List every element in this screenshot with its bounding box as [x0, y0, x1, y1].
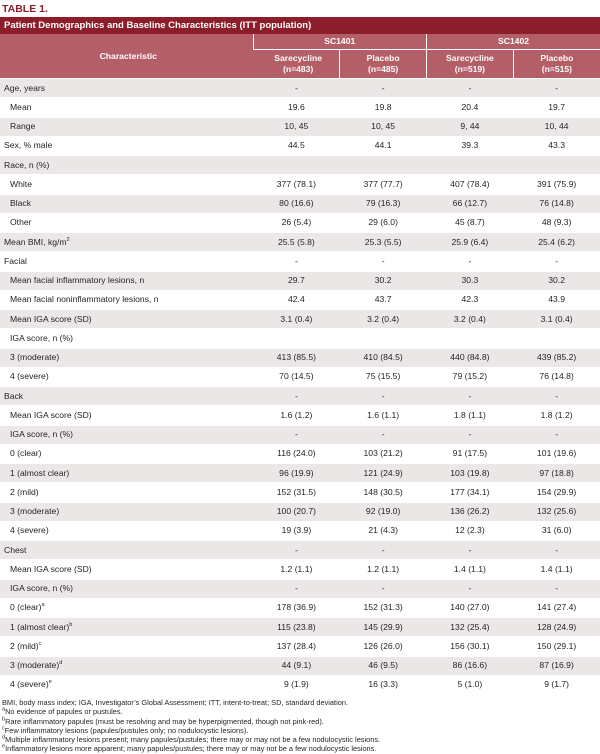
table-cell: 128 (24.9): [513, 618, 600, 637]
table-cell: 136 (26.2): [427, 502, 514, 521]
table-cell: -: [253, 252, 340, 271]
table-cell: [513, 156, 600, 175]
row-label-text: 0 (clear): [10, 448, 42, 458]
footnote-text: Inflammatory lesions more apparent; many papules/pustules; there may or may not be a few nodulocystic lesions.: [5, 744, 376, 753]
table-row: [0, 310, 600, 329]
table-row: [0, 194, 600, 213]
table-cell: -: [253, 541, 340, 560]
row-label-superscript: c: [39, 641, 42, 647]
row-label-text: Chest: [4, 545, 26, 555]
row-label-text: 1 (almost clear): [10, 468, 69, 478]
table-cell: 26 (5.4): [253, 213, 340, 232]
table-cell: -: [427, 541, 514, 560]
table-cell: 96 (19.9): [253, 464, 340, 483]
table-cell: 44.1: [340, 136, 427, 155]
row-label-text: Facial: [4, 256, 27, 266]
table-row: [0, 136, 600, 155]
row-label: [0, 329, 253, 348]
table-row: [0, 560, 600, 579]
row-label-text: 3 (moderate): [10, 352, 59, 362]
table-cell: 152 (31.3): [340, 598, 427, 617]
row-label: [0, 194, 253, 213]
row-label-text: 1 (almost clear): [10, 622, 69, 632]
table-cell: 140 (27.0): [427, 598, 514, 617]
table-cell: 19 (3.9): [253, 521, 340, 540]
row-label-text: IGA score, n (%): [10, 429, 73, 439]
table-cell: 178 (36.9): [253, 598, 340, 617]
table-row: [0, 329, 600, 348]
table-cell: -: [513, 425, 600, 444]
row-label: [0, 502, 253, 521]
table-row: [0, 175, 600, 194]
row-label: [0, 271, 253, 290]
table-cell: 66 (12.7): [427, 194, 514, 213]
table-cell: -: [427, 579, 514, 598]
footnote-text: Multiple inflammatory lesions present; many papules/pustules; there may or may not be a few nodulocystic lesions.: [5, 735, 380, 744]
table-cell: -: [427, 425, 514, 444]
table-row: [0, 483, 600, 502]
table-cell: 25.4 (6.2): [513, 233, 600, 252]
table-cell: 39.3: [427, 136, 514, 155]
row-label-text: Mean facial inflammatory lesions, n: [10, 275, 144, 285]
table-row: [0, 464, 600, 483]
table-cell: 42.4: [253, 290, 340, 309]
table-cell: 141 (27.4): [513, 598, 600, 617]
table-cell: -: [340, 579, 427, 598]
row-label: [0, 387, 253, 406]
table-cell: 19.6: [253, 98, 340, 117]
arm-n: (n=519): [455, 64, 485, 74]
row-label: [0, 136, 253, 155]
table-row: [0, 618, 600, 637]
table-row: [0, 252, 600, 271]
row-label-text: 2 (mild): [10, 641, 39, 651]
abbreviations-note: BMI, body mass index; IGA, Investigator’s Global Assessment; ITT, intent-to-treat; SD, standard deviation.: [2, 698, 598, 707]
row-label: [0, 406, 253, 425]
table-cell: 3.1 (0.4): [253, 310, 340, 329]
table-cell: -: [513, 541, 600, 560]
footnote-mark: e: [2, 744, 5, 750]
table-cell: 103 (19.8): [427, 464, 514, 483]
row-label: [0, 252, 253, 271]
table-cell: 12 (2.3): [427, 521, 514, 540]
arm-header: [513, 50, 600, 79]
table-row: [0, 117, 600, 136]
table-cell: -: [253, 79, 340, 98]
table-row: [0, 541, 600, 560]
row-label-superscript: e: [49, 680, 52, 686]
table-cell: 43.9: [513, 290, 600, 309]
table-cell: -: [253, 579, 340, 598]
table-cell: -: [513, 579, 600, 598]
footnote-mark: a: [2, 707, 5, 713]
footnote-text: No evidence of papules or pustules.: [5, 707, 123, 716]
table-cell: -: [427, 79, 514, 98]
table-row: [0, 502, 600, 521]
row-label: [0, 675, 253, 694]
row-label: [0, 233, 253, 252]
arm-header: [253, 50, 340, 79]
row-label-text: Back: [4, 391, 23, 401]
table-cell: 115 (23.8): [253, 618, 340, 637]
table-cell: 79 (15.2): [427, 367, 514, 386]
row-label: [0, 541, 253, 560]
table-cell: -: [513, 79, 600, 98]
table-cell: 43.7: [340, 290, 427, 309]
row-label-text: White: [10, 179, 32, 189]
table-cell: 9 (1.9): [253, 675, 340, 694]
row-label: [0, 618, 253, 637]
table-cell: -: [513, 387, 600, 406]
table-cell: 407 (78.4): [427, 175, 514, 194]
row-label: [0, 98, 253, 117]
row-label: [0, 156, 253, 175]
table-cell: 70 (14.5): [253, 367, 340, 386]
table-cell: 103 (21.2): [340, 444, 427, 463]
arm-n: (n=485): [368, 64, 398, 74]
row-label-text: 2 (mild): [10, 487, 39, 497]
table-cell: 91 (17.5): [427, 444, 514, 463]
footnote-text: Few inflammatory lesions (papules/pustules only; no nodulocystic lesions).: [5, 726, 249, 735]
table-cell: 410 (84.5): [340, 348, 427, 367]
table-cell: 29 (6.0): [340, 213, 427, 232]
table-row: [0, 98, 600, 117]
group-header-sc1402: SC1402: [427, 34, 600, 50]
table-cell: 101 (19.6): [513, 444, 600, 463]
row-label: [0, 483, 253, 502]
arm-n: (n=483): [283, 64, 313, 74]
row-label: [0, 560, 253, 579]
table-cell: 16 (3.3): [340, 675, 427, 694]
row-label: [0, 521, 253, 540]
row-label-text: Mean IGA score (SD): [10, 410, 92, 420]
table-row: [0, 348, 600, 367]
table-row: [0, 233, 600, 252]
footnote-mark: c: [2, 725, 5, 731]
group-header-sc1401: SC1401: [253, 34, 427, 50]
table-cell: 132 (25.6): [513, 502, 600, 521]
row-label: [0, 656, 253, 675]
table-cell: 1.4 (1.1): [513, 560, 600, 579]
row-label: [0, 117, 253, 136]
row-label: [0, 310, 253, 329]
table-row: [0, 367, 600, 386]
table-cell: 25.5 (5.8): [253, 233, 340, 252]
table-label: TABLE 1.: [0, 0, 600, 15]
row-label-text: Other: [10, 217, 32, 227]
table-cell: 152 (31.5): [253, 483, 340, 502]
table-cell: 156 (30.1): [427, 637, 514, 656]
arm-name: Placebo: [540, 53, 573, 63]
footnote: [2, 707, 598, 716]
arm-name: Sarecycline: [274, 53, 322, 63]
table-cell: 121 (24.9): [340, 464, 427, 483]
table-cell: [513, 329, 600, 348]
table-cell: -: [340, 541, 427, 560]
table-cell: 5 (1.0): [427, 675, 514, 694]
table-body: [0, 79, 600, 695]
arm-header: [427, 50, 514, 79]
table-cell: 440 (84.8): [427, 348, 514, 367]
table-cell: -: [340, 252, 427, 271]
table-cell: 100 (20.7): [253, 502, 340, 521]
table-cell: 132 (25.4): [427, 618, 514, 637]
table-cell: 126 (26.0): [340, 637, 427, 656]
table-cell: 31 (6.0): [513, 521, 600, 540]
table-row: [0, 579, 600, 598]
table-cell: 177 (34.1): [427, 483, 514, 502]
row-label: [0, 444, 253, 463]
table-title: Patient Demographics and Baseline Characteristics (ITT population): [0, 17, 600, 34]
table-cell: 87 (16.9): [513, 656, 600, 675]
demographics-table: [0, 34, 600, 694]
table-cell: 148 (30.5): [340, 483, 427, 502]
row-label: [0, 464, 253, 483]
table-cell: 1.2 (1.1): [253, 560, 340, 579]
table-cell: 21 (4.3): [340, 521, 427, 540]
table-row: [0, 521, 600, 540]
table-cell: 145 (29.9): [340, 618, 427, 637]
row-label-superscript: 2: [67, 237, 70, 243]
table-cell: 3.1 (0.4): [513, 310, 600, 329]
row-label-text: 3 (moderate): [10, 506, 59, 516]
table-cell: 44 (9.1): [253, 656, 340, 675]
footnote-text: Rare inflammatory papules (must be resolving and may be hyperpigmented, though not pink-red).: [5, 717, 324, 726]
row-label-text: 4 (severe): [10, 371, 49, 381]
row-label-superscript: a: [42, 603, 45, 609]
footnote: [2, 744, 598, 753]
table-cell: -: [253, 425, 340, 444]
table-cell: 154 (29.9): [513, 483, 600, 502]
table-cell: -: [340, 79, 427, 98]
row-label: [0, 79, 253, 98]
row-label-text: Mean BMI, kg/m: [4, 237, 67, 247]
row-label-text: Range: [10, 121, 35, 131]
table-cell: 44.5: [253, 136, 340, 155]
row-label: [0, 175, 253, 194]
table-cell: [340, 329, 427, 348]
table-cell: 1.2 (1.1): [340, 560, 427, 579]
table-row: [0, 675, 600, 694]
table-row: [0, 79, 600, 98]
arm-name: Placebo: [367, 53, 400, 63]
table-cell: 75 (15.5): [340, 367, 427, 386]
table-cell: 30.2: [340, 271, 427, 290]
table-cell: 137 (28.4): [253, 637, 340, 656]
footnote: [2, 717, 598, 726]
table-row: [0, 656, 600, 675]
table-row: [0, 637, 600, 656]
row-label-text: 3 (moderate): [10, 660, 59, 670]
table-cell: 20.4: [427, 98, 514, 117]
row-label: [0, 637, 253, 656]
table-row: [0, 156, 600, 175]
table-cell: -: [513, 252, 600, 271]
row-label-superscript: b: [69, 622, 72, 628]
table-cell: 150 (29.1): [513, 637, 600, 656]
row-label-text: Mean: [10, 102, 32, 112]
row-label: [0, 290, 253, 309]
footnote-mark: b: [2, 716, 5, 722]
table-cell: 76 (14.8): [513, 367, 600, 386]
table-cell: 86 (16.6): [427, 656, 514, 675]
table-cell: [340, 156, 427, 175]
table-cell: 10, 44: [513, 117, 600, 136]
row-label: [0, 367, 253, 386]
table-cell: [427, 156, 514, 175]
row-label-text: IGA score, n (%): [10, 333, 73, 343]
row-label-text: 4 (severe): [10, 679, 49, 689]
footnotes: [0, 694, 600, 754]
arm-header: [340, 50, 427, 79]
table-cell: 439 (85.2): [513, 348, 600, 367]
table-cell: 79 (16.3): [340, 194, 427, 213]
table-row: [0, 271, 600, 290]
table-cell: 80 (16.6): [253, 194, 340, 213]
table-cell: 377 (78.1): [253, 175, 340, 194]
table-cell: 46 (9.5): [340, 656, 427, 675]
row-label: [0, 348, 253, 367]
table-cell: 97 (18.8): [513, 464, 600, 483]
row-label-text: 4 (severe): [10, 525, 49, 535]
row-label: [0, 425, 253, 444]
table-row: [0, 425, 600, 444]
table-cell: 25.9 (6.4): [427, 233, 514, 252]
table-cell: 1.8 (1.1): [427, 406, 514, 425]
table-cell: -: [340, 425, 427, 444]
table-cell: -: [427, 387, 514, 406]
table-cell: [427, 329, 514, 348]
table-cell: 92 (19.0): [340, 502, 427, 521]
row-label-text: 0 (clear): [10, 602, 42, 612]
row-label-text: Age, years: [4, 83, 45, 93]
table-row: [0, 213, 600, 232]
table-cell: 1.6 (1.2): [253, 406, 340, 425]
table-cell: 10, 45: [340, 117, 427, 136]
row-label-text: Race, n (%): [4, 160, 49, 170]
table-cell: 1.8 (1.2): [513, 406, 600, 425]
table-cell: 116 (24.0): [253, 444, 340, 463]
row-label: [0, 598, 253, 617]
table-cell: 29.7: [253, 271, 340, 290]
arm-name: Sarecycline: [446, 53, 494, 63]
footnote-list: [2, 707, 598, 753]
table-row: [0, 598, 600, 617]
row-label: [0, 579, 253, 598]
table-cell: 10, 45: [253, 117, 340, 136]
table-cell: 76 (14.8): [513, 194, 600, 213]
row-label-text: Black: [10, 198, 31, 208]
table-cell: -: [253, 387, 340, 406]
table-row: [0, 387, 600, 406]
table-cell: 3.2 (0.4): [427, 310, 514, 329]
table-cell: 43.3: [513, 136, 600, 155]
table-cell: 3.2 (0.4): [340, 310, 427, 329]
table-header: [0, 34, 600, 79]
table-cell: 25.3 (5.5): [340, 233, 427, 252]
row-label-text: IGA score, n (%): [10, 583, 73, 593]
table-cell: 377 (77.7): [340, 175, 427, 194]
table-cell: 9, 44: [427, 117, 514, 136]
row-label-text: Sex, % male: [4, 140, 52, 150]
table-cell: 391 (75.9): [513, 175, 600, 194]
row-label-text: Mean IGA score (SD): [10, 314, 92, 324]
footnote-mark: d: [2, 735, 5, 741]
table-cell: 42.3: [427, 290, 514, 309]
table-row: [0, 290, 600, 309]
footnote: [2, 735, 598, 744]
table-cell: 9 (1.7): [513, 675, 600, 694]
table-cell: [253, 329, 340, 348]
table-cell: -: [427, 252, 514, 271]
row-label-text: Mean facial noninflammatory lesions, n: [10, 294, 159, 304]
table-cell: 30.2: [513, 271, 600, 290]
table-cell: 45 (8.7): [427, 213, 514, 232]
table-cell: 30.3: [427, 271, 514, 290]
table-cell: -: [340, 387, 427, 406]
table-cell: 1.6 (1.1): [340, 406, 427, 425]
table-row: [0, 444, 600, 463]
footnote: [2, 726, 598, 735]
characteristic-header: Characteristic: [0, 34, 253, 79]
table-cell: 413 (85.5): [253, 348, 340, 367]
table-cell: 19.8: [340, 98, 427, 117]
row-label-superscript: d: [59, 660, 62, 666]
table-row: [0, 406, 600, 425]
table-cell: 1.4 (1.1): [427, 560, 514, 579]
table-cell: 48 (9.3): [513, 213, 600, 232]
row-label: [0, 213, 253, 232]
row-label-text: Mean IGA score (SD): [10, 564, 92, 574]
table-cell: [253, 156, 340, 175]
arm-n: (n=515): [542, 64, 572, 74]
table-cell: 19.7: [513, 98, 600, 117]
